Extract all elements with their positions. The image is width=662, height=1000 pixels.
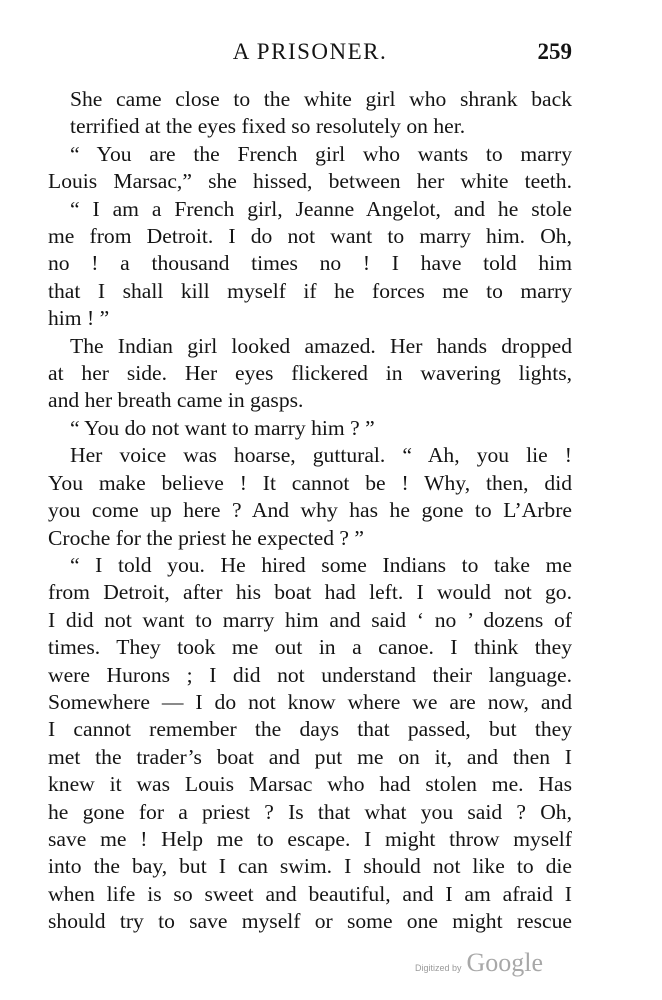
text-line: me from Detroit. I do not want to marry him. Oh,: [48, 224, 572, 249]
paragraph-2: [48, 141, 572, 196]
page-number: 259: [537, 39, 572, 64]
text-line: Louis Marsac,” she hissed, between her white teeth.: [48, 169, 572, 194]
text-line: him ! ”: [48, 306, 110, 331]
text-line: “ I am a French girl, Jeanne Angelot, and he stole: [70, 196, 572, 221]
text-line: The Indian girl looked amazed. Her hands dropped: [70, 333, 572, 358]
page-header: [48, 32, 572, 72]
text-line: when life is so sweet and beautiful, and I am afraid I: [48, 881, 572, 906]
text-line: “ You do not want to marry him ? ”: [70, 415, 375, 440]
paragraph-1: [48, 86, 572, 141]
paragraph-4: [48, 333, 572, 415]
text-line: knew it was Louis Marsac who had stolen me. Has: [48, 772, 572, 797]
text-line: She came close to the white girl who shrank back: [70, 87, 572, 111]
google-logo: Google: [466, 948, 544, 977]
text-line: into the bay, but I can swim. I should not like to die: [48, 854, 572, 879]
paragraph-3: [48, 196, 572, 333]
text-line: Croche for the priest he expected ? ”: [48, 525, 364, 550]
text-line: You make believe ! It cannot be ! Why, then, did: [48, 470, 572, 495]
paragraph-6: [48, 442, 572, 552]
text-line: you come up here ? And why has he gone to L’Arbre: [48, 498, 572, 523]
text-line: times. They took me out in a canoe. I think they: [48, 635, 572, 660]
text-line: I did not want to marry him and said ‘ no ’ dozens of: [48, 607, 572, 632]
text-line: were Hurons ; I did not understand their language.: [48, 662, 572, 687]
running-title: A PRISONER.: [232, 39, 388, 64]
text-line: “ You are the French girl who wants to marry: [70, 141, 572, 166]
text-line: terrified at the eyes fixed so resolutely on her.: [70, 114, 466, 139]
body-text: [48, 86, 572, 936]
text-line: I cannot remember the days that passed, but they: [48, 717, 572, 742]
paragraph-7: [48, 552, 572, 936]
text-line: from Detroit, after his boat had left. I would not go.: [48, 580, 572, 605]
digitized-by-watermark: [415, 948, 543, 978]
text-line: should try to save myself or some one might rescue: [48, 909, 572, 934]
text-line: no ! a thousand times no ! I have told him: [48, 251, 572, 276]
text-line: Her voice was hoarse, guttural. “ Ah, you lie !: [70, 443, 572, 468]
text-line: met the trader’s boat and put me on it, and then I: [48, 744, 572, 769]
text-line: that I shall kill myself if he forces me to marry: [48, 278, 572, 303]
paragraph-5: [48, 415, 572, 442]
text-line: Somewhere — I do not know where we are now, and: [48, 689, 572, 714]
watermark-prefix: Digitized by: [415, 963, 462, 973]
text-line: “ I told you. He hired some Indians to take me: [70, 552, 572, 577]
text-line: at her side. Her eyes flickered in wavering lights,: [48, 361, 572, 386]
text-line: and her breath came in gasps.: [48, 388, 304, 413]
text-line: save me ! Help me to escape. I might throw myself: [48, 826, 572, 851]
text-line: he gone for a priest ? Is that what you said ? Oh,: [48, 799, 572, 824]
